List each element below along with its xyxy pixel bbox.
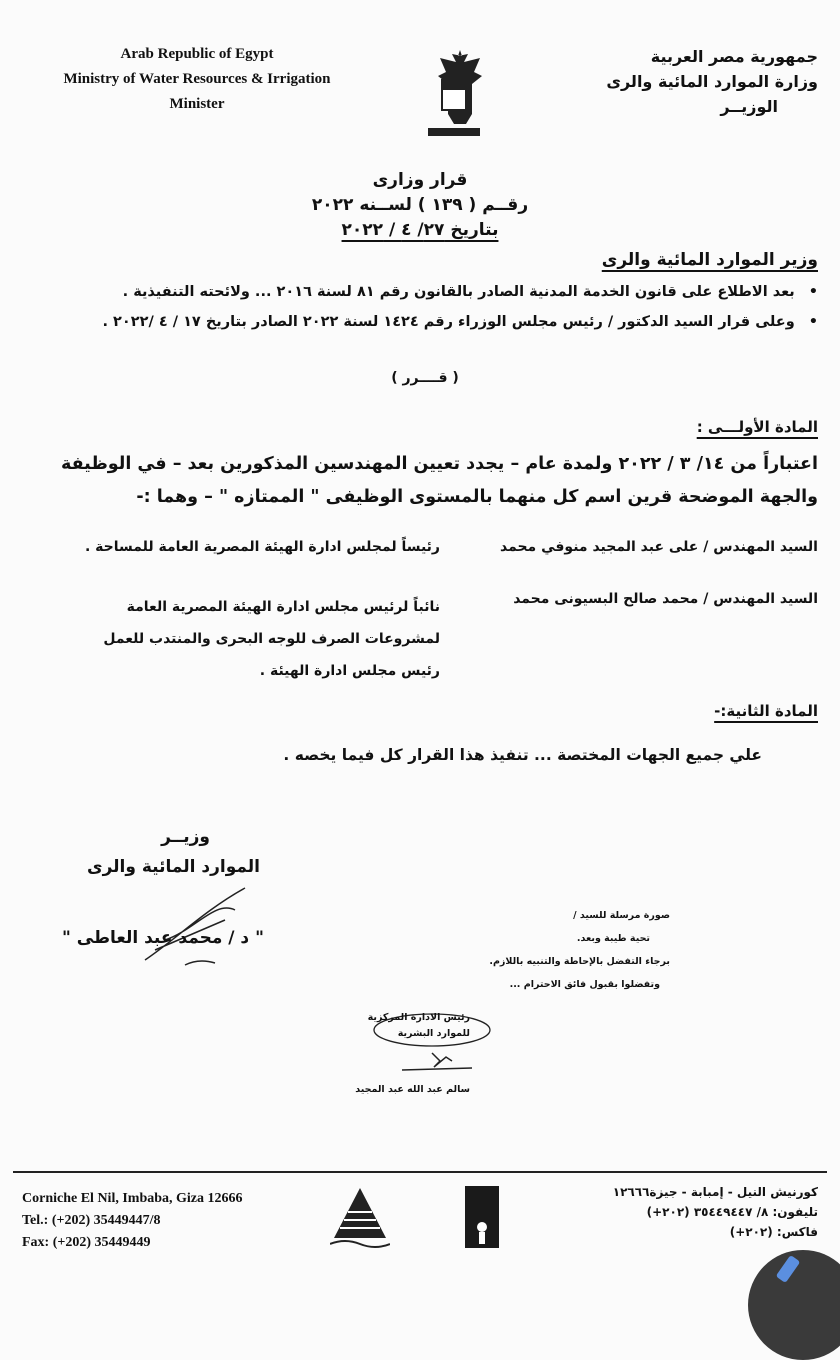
appointee-name: السيد المهندس / على عبد المجيد منوفي محمد — [499, 539, 818, 555]
header-ar-minister: الوزيــر — [720, 97, 778, 116]
handwritten-signature — [135, 880, 265, 974]
issuer-heading: وزير الموارد المائية والرى — [601, 250, 818, 270]
signature-title: الموارد المائية والرى — [87, 857, 260, 877]
appointee-name: السيد المهندس / محمد صالح البسيونى محمد — [513, 591, 818, 607]
copy-note-line: تحية طيبة وبعد. — [576, 933, 650, 944]
footer-ar-address: كورنيش النيل - إمبابة - جيزة١٢٦٦٦ — [612, 1185, 818, 1199]
header-minister: Minister — [169, 96, 225, 112]
decided-label: ( قــــرر ) — [391, 370, 459, 386]
footer-tel: Tel.: (+202) 35449447/8 — [22, 1213, 161, 1228]
preamble-item: • وعلى قرار السيد الدكتور / رئيس مجلس الوزراء رقم ١٤٢٤ لسنة ٢٠٢٢ الصادر بتاريخ ١٧ / ٤ /٢٠٢٢ . — [102, 314, 818, 330]
footer-fax: Fax: (+202) 35449449 — [22, 1235, 151, 1250]
footer-ar-tel: تليفون: ٨/ ٣٥٤٤٩٤٤٧ (٢٠٢+) — [646, 1205, 818, 1219]
article1-text: اعتباراً من ١٤/ ٣ / ٢٠٢٢ ولمدة عام – يجدد تعيين المهندسين المذكورين بعد – في الوظيفة — [60, 454, 818, 474]
minister-name: " د / محمد عبد العاطى " — [62, 928, 264, 948]
position-line: رئيس مجلس ادارة الهيئة . — [259, 663, 440, 679]
article2-heading: المادة الثانية:- — [714, 702, 818, 720]
footer-address: Corniche El Nil, Imbaba, Giza 12666 — [22, 1191, 243, 1206]
copy-note-line: وتفضلوا بقبول فائق الاحترام ... — [509, 979, 660, 990]
copy-note-line: برجاء التفضل بالإحاطة والتنبيه باللازم. — [489, 956, 670, 967]
hr-name: سالم عبد الله عبد المجيد — [355, 1084, 470, 1095]
header-country: Arab Republic of Egypt — [120, 46, 274, 62]
article1-heading: المادة الأولـــى : — [696, 418, 818, 436]
copy-note-line: صورة مرسلة للسيد / — [573, 910, 670, 921]
decree-title: قرار وزارى — [372, 170, 468, 190]
decree-number: رقــم ( ١٣٩ ) لســنه ٢٠٢٢ — [311, 195, 529, 215]
institute-logo-icon — [465, 1186, 499, 1248]
hr-title: رئيس الادارة المركزية — [367, 1012, 470, 1023]
footer-ar-fax: فاكس: (٢٠٢+) — [729, 1225, 818, 1239]
footer-divider — [13, 1171, 827, 1173]
footer-arabic — [613, 1182, 818, 1242]
signature-title: وزيــر — [161, 827, 210, 847]
header-ar-ministry: وزارة الموارد المائية والرى — [606, 72, 818, 91]
article1-text: والجهة الموضحة قرين اسم كل منهما بالمستوى الوظيفى " الممتازه " – وهما :- — [136, 487, 818, 507]
header-ar-country: جمهورية مصر العربية — [650, 47, 818, 66]
eagle-emblem-icon — [418, 40, 490, 140]
header-ministry: Ministry of Water Resources & Irrigation — [63, 71, 331, 87]
copy-note — [489, 904, 670, 996]
footer-english — [22, 1188, 243, 1254]
position-line: لمشروعات الصرف للوجه البحرى والمنتدب للعمل — [103, 631, 440, 647]
appointee-position — [103, 591, 440, 687]
pencil-icon — [776, 1255, 801, 1283]
pyramid-logo-icon — [330, 1186, 390, 1254]
minister-signature-block — [60, 822, 260, 882]
hr-signature-block — [368, 1010, 470, 1042]
decree-date: بتاريخ ٢٧/ ٤ / ٢٠٢٢ — [341, 220, 499, 240]
edit-fab-button[interactable] — [748, 1250, 840, 1360]
header-english — [17, 42, 377, 117]
position-line: نائباً لرئيس مجلس ادارة الهيئة المصرية العامة — [126, 599, 440, 615]
appointee-position: رئيساً لمجلس ادارة الهيئة المصرية العامة للمساحة . — [84, 539, 440, 555]
article2-text: علي جميع الجهات المختصة ... تنفيذ هذا القرار كل فيما يخصه . — [283, 746, 762, 764]
hr-title: للموارد البشرية — [397, 1028, 470, 1039]
header-arabic — [606, 44, 818, 119]
preamble-item: • بعد الاطلاع على قانون الخدمة المدنية الصادر بالقانون رقم ٨١ لسنة ٢٠١٦ ... ولائحته التنفيذية . — [123, 284, 818, 300]
decree-block — [300, 168, 540, 243]
